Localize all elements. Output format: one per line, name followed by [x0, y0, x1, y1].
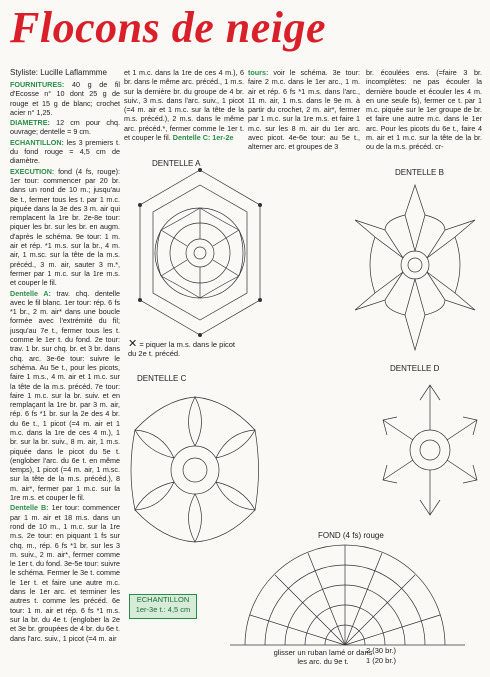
instructions-column-3	[248, 68, 360, 160]
fond-row-1: 1 (20 br.)	[366, 656, 397, 665]
dentelle-a-diagram	[125, 160, 275, 360]
legend-text: = piquer la m.s. dans le picot du 2e t. précéd.	[128, 340, 235, 358]
echantillon-box	[129, 594, 197, 619]
dentelle-c-diagram	[127, 382, 262, 552]
diametre-heading: DIAMETRE:	[10, 118, 50, 128]
dentelle-d-diagram	[375, 375, 485, 525]
col2-text: et 1 m.c. dans la 1re de ces 4 m.), 6 br. dans le même arc. précéd., 1 m.s. sur la dernière br. du groupe de 4 br. suiv., 3 m.s. dans l'arc. suiv., 1 picot (=4 m. air et 1 m.c. sur la tête de la m.s. précéd.), 2 m.s. dans le même arc. précéd.*, fermer comme le 1er t. et couper le fil.	[124, 68, 244, 143]
fond-label: FOND (4 fs) rouge	[318, 531, 384, 540]
legend-x-icon: ✕	[128, 338, 138, 350]
dentelle-b-label: DENTELLE B	[395, 168, 444, 177]
echantillon-heading: ECHANTILLON:	[10, 137, 64, 147]
execution-heading: EXECUTION:	[10, 166, 55, 176]
dentelle-c-label: DENTELLE C	[137, 374, 187, 383]
fond-row-2: 2 (30 br.)	[366, 646, 397, 655]
dentelle-a-heading: Dentelle A:	[10, 288, 51, 298]
col4-text: br. écoulées ens. (=faire 3 br. incomplètes: ne pas écouler la dernière boucle et écouler les 4 m. en une seule fs), fermer ce t. par 1 m.c. piquée sur le 1er groupe de br. et faire une autre m.c. dans le 1er arc. Pour les picots du 6e t., faire 4 m. air et 1 m.c. sur la tête de la br. ou de la m.s. précéd. cr-	[366, 68, 482, 152]
echantillon-text: les 3 premiers t. du fond rouge = 4,5 cm de diamètre.	[10, 137, 120, 166]
stylist-credit: Styliste: Lucille Laflammme	[10, 68, 107, 77]
instructions-column-1	[10, 80, 120, 670]
dentelle-d-label: DENTELLE D	[390, 364, 440, 373]
diametre-text: 12 cm pour chq. ouvrage; dentelle = 9 cm.	[10, 118, 120, 137]
execution-text: fond (4 fs, rouge): 1er tour: commencer par 20 br. dans un rond de 10 m.; jusqu'au 8e t., fermer tous les t. par 1 m.c. piquée dans la 3e des 3 m. air qui remplacent la 1re br. 2e-8e tour: piquer les br. sur les br. en augm. d'après le schéma. 9e tour: 1 m. air et rép. *1 m.s. sur la br., 4 m. air, 1 m.sc. sur la tête de la m.s. précéd., 3 m. air, sauter 3 m.*, fermer par 1 m.c. sur la 1re m.s. et couper le fil.	[10, 166, 120, 288]
dentelle-b-text: 1er tour: commencer par 1 m. air et 18 m.s. dans un rond de 10 m., 1 m.c. sur la 1re m.s. 2e tour: en piquant 1 fs sur chq. m., rép. 6 fs *1 br. sur les 3 m. suiv., 2 m. air*, fermer comme le 1er t. du fond. 3e-5e tour: suivre le schéma. Fermer le 3e t. comme le 1er t. et faire une autre m.c. dans le 1er arc. et terminer les autres t. comme les précéd. 6e tour: 1 m. air et rép. 6 fs *1 m.s. sur la br. du 4e t. (englober la 2e et 3e br. groupées de 4 br. du 6e t. dans l'arc. suiv., 1 picot (=4 m. air	[10, 503, 120, 643]
tours-heading: tours:	[248, 68, 269, 77]
fournitures-heading: FOURNITURES:	[10, 80, 65, 89]
fond-note: glisser un ruban lamé or dans les arc. du 9e t.	[273, 648, 373, 666]
instructions-column-4	[366, 68, 482, 168]
echantillon-box-detail: 1er-3e t.: 4,5 cm	[135, 605, 191, 614]
fournitures-text: 40 g de fil d'Ecosse n° 10 dont 25 g de rouge et 15 g de blanc; crochet acier n° 1,25.	[10, 80, 120, 117]
dentelle-a-text: trav. chq. dentelle avec le fil blanc. 1er tour: rép. 6 fs *1 br., 2 m. air* dans une boucle formée avec l'extrémité du fil; jusqu'au 7e t., fermer tous les t. comme le 1er t. du fond. 2e tour: trav. 1 br. sur chq. br. et 3 br. dans chq. arc. 3e-6e tour: suivre le schéma. Au 5e t., pour les picots, faire 1 m.s., 4 m. air et 1 m.c. sur la tête de la m.s. précéd. 7e tour: faire 1 m.c. sur la br. suiv. et en remplaçant la 1re br. par 3 m. air, rép. 6 fs *1 br. sur la 2e des 4 br. du 6e t., 1 picot (=4 m. air et 1 m.c. dans la 1re de ces 4 m.), 1 br. sur la br. suiv., 8 m. air, 1 m.s. piquée dans le picot du 5e t. (englober l'arc. du 6e t. en même temps), 1 picot (=4 m. air, 1 m.sc. sur la tête de la m.s. précéd.), 8 m. air*, fermer par 1 m.c. sur la 1re m.s. et couper le fil.	[10, 288, 120, 503]
dentelle-b-diagram	[350, 175, 480, 365]
echantillon-box-title: ECHANTILLON	[136, 595, 190, 604]
page-title: Flocons de neige	[10, 3, 326, 52]
instructions-column-2	[124, 68, 244, 160]
dentelle-c-heading: Dentelle C:	[172, 133, 211, 143]
dentelle-b-heading: Dentelle B:	[10, 503, 49, 513]
dentelle-a-label: DENTELLE A	[152, 159, 201, 168]
tours-text: voir le schéma. 3e tour: faire 2 m.c. dans le 1er arc., 1 m. air et rép. 6 fs *1 m.s. dans l'arc., 11 m. air, 1 m.s. dans le 9e m. à partir du crochet, 2 m. air*, fermer par 1 m.c. sur la 1re m.s. et faire 1 m.c. sur les 8 m. air du 1er arc. avec picot. 4e-6e tour: au 5e t., alterner arc. et groupes de 3	[248, 68, 360, 152]
dentelle-c-text: 1er-2e	[212, 133, 234, 143]
fond-diagram	[230, 540, 470, 650]
